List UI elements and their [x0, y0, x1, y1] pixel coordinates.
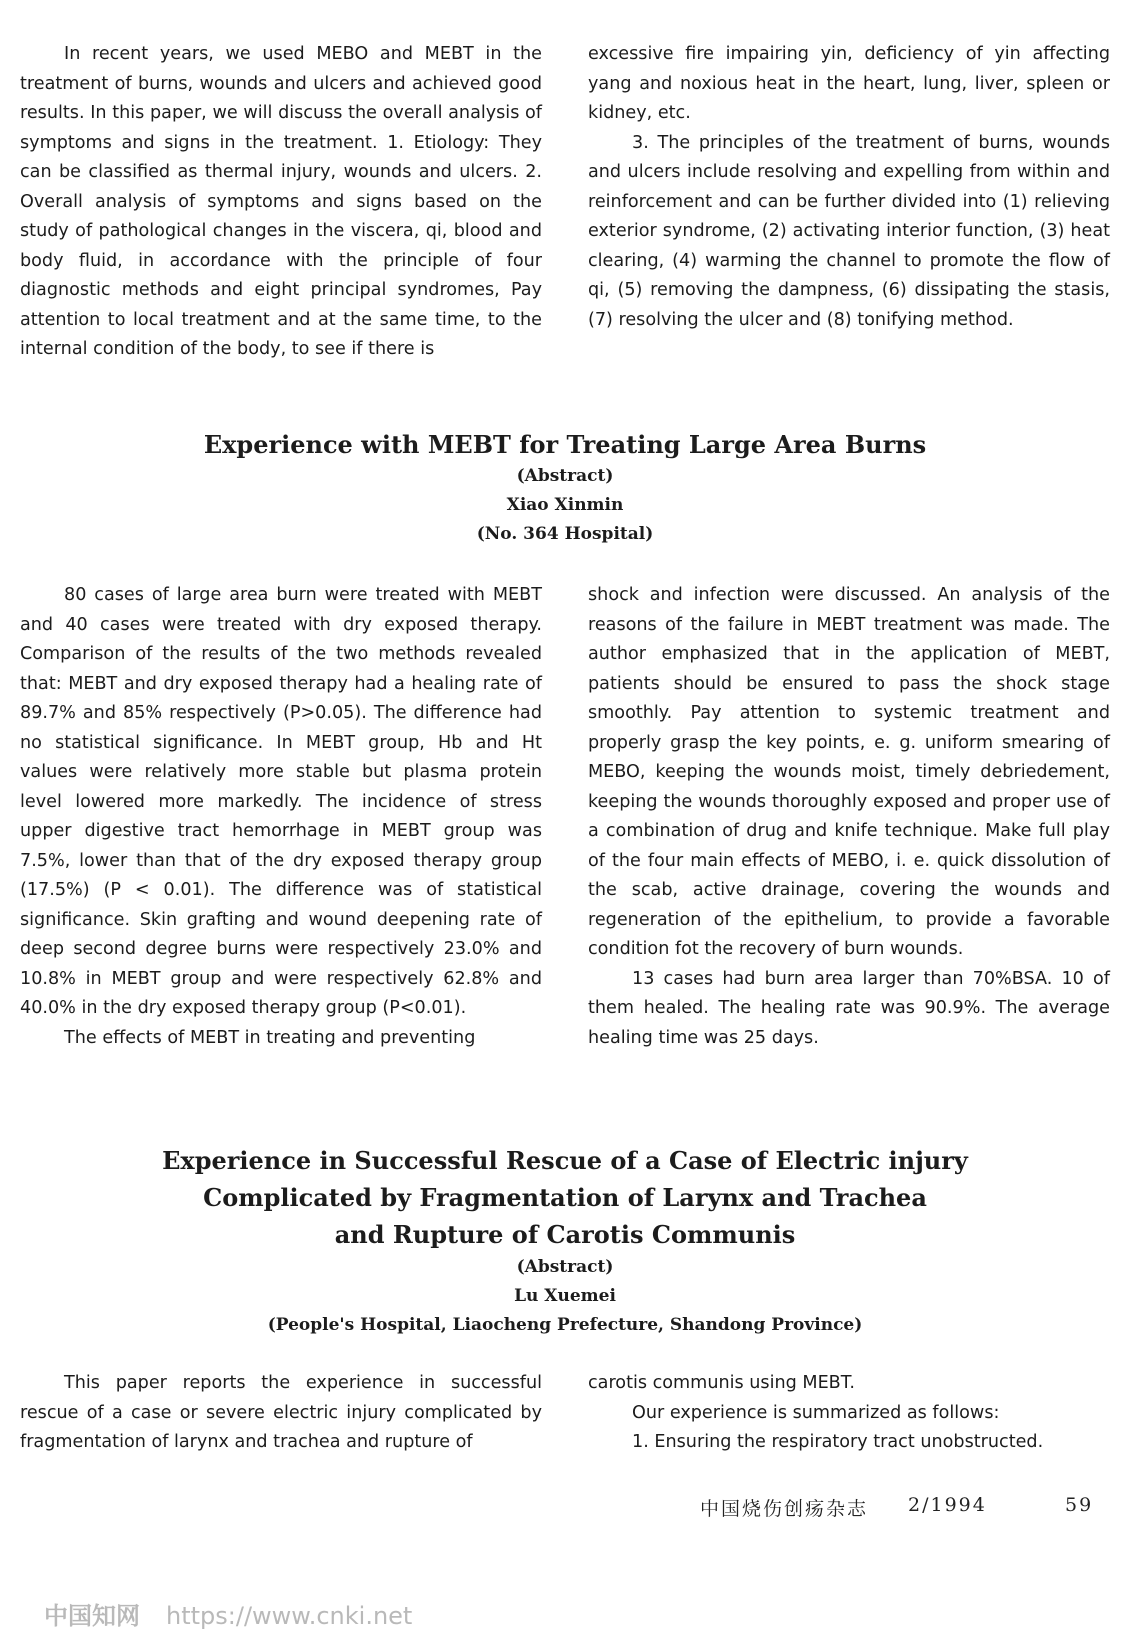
article2-left-column	[20, 1369, 542, 1458]
article2-affiliation: (People's Hospital, Liaocheng Prefecture, Shandong Province)	[267, 1315, 863, 1335]
watermark-brand: 中国知网	[44, 1602, 140, 1630]
article2-paragraph: carotis communis using MEBT.	[588, 1373, 856, 1393]
article1-abstract-label: (Abstract)	[516, 466, 614, 486]
article1-author: Xiao Xinmin	[506, 495, 624, 515]
article1-paragraph: 13 cases had burn area larger than 70%BSA. 10 of them healed. The healing rate was 90.9%. The average healing time was 25 days.	[588, 968, 1110, 1048]
article2-author: Lu Xuemei	[514, 1286, 616, 1306]
cnki-watermark	[44, 1596, 438, 1631]
article1-paragraph: The effects of MEBT in treating and preventing	[64, 1027, 476, 1048]
article1-affiliation: (No. 364 Hospital)	[476, 524, 654, 544]
article2-paragraph: This paper reports the experience in successful rescue of a case or severe electric injury complicated by fragmentation of larynx and trachea and rupture of	[20, 1373, 542, 1452]
intro-paragraph: 3. The principles of the treatment of burns, wounds and ulcers include resolving and expelling from within and reinforcement and can be further divided into (1) relieving exterior syndrome, (2) activating interior function, (3) heat clearing, (4) warming the channel to promote the flow of qi, (5) removing the dampness, (6) dissipating the stasis, (7) resolving the ulcer and (8) tonifying method.	[588, 132, 1110, 330]
watermark-url: https://www.cnki.net	[166, 1602, 413, 1630]
article1-paragraph: shock and infection were discussed. An analysis of the reasons of the failure in MEBT treatment was made. The author emphasized that in the application of MEBT, patients should be ensured to pass the shock stage smoothly. Pay attention to systemic treatment and properly grasp the key points, e. g. uniform smearing of MEBO, keeping the wounds moist, timely debriedement, keeping the wounds thoroughly exposed and proper use of a combination of drug and knife technique. Make full play of the four main effects of MEBO, i. e. quick dissolution of the scab, active drainage, covering the wounds and regeneration of the epithelium, to provide a favorable condition fot the recovery of burn wounds.	[588, 585, 1110, 959]
intro-right-column	[588, 40, 1110, 335]
article2-paragraph: Our experience is summarized as follows:	[632, 1402, 1000, 1423]
intro-paragraph: excessive fire impairing yin, deficiency of yin affecting yang and noxious heat in the heart, lung, liver, spleen or kidney, etc.	[588, 44, 1110, 123]
article2-right-column	[588, 1369, 1110, 1458]
article1-left-column	[20, 581, 542, 1053]
page-number: 59	[1065, 1494, 1094, 1516]
journal-issue: 2/1994	[908, 1494, 987, 1516]
article1-paragraph: 80 cases of large area burn were treated with MEBT and 40 cases were treated with dry exposed therapy. Comparison of the results of the two methods revealed that: MEBT and dry exposed therapy had a healing rate of 89.7% and 85% respectively (P>0.05). The difference had no statistical significance. In MEBT group, Hb and Ht values were relatively more stable but plasma protein level lowered more markedly. The incidence of stress upper digestive tract hemorrhage in MEBT group was 7.5%, lower than that of the dry exposed therapy group (17.5%) (P < 0.01). The difference was of statistical significance. Skin grafting and wound deepening rate of deep second degree burns were respectively 23.0% and 10.8% in MEBT group and were respectively 62.8% and 40.0% in the dry exposed therapy group (P<0.01).	[20, 585, 542, 1018]
article1-right-column	[588, 581, 1110, 1053]
intro-left-column	[20, 40, 542, 365]
intro-paragraph: In recent years, we used MEBO and MEBT in the treatment of burns, wounds and ulcers and achieved good results. In this paper, we will discuss the overall analysis of symptoms and signs in the treatment. 1. Etiology: They can be classified as thermal injury, wounds and ulcers. 2. Overall analysis of symptoms and signs based on the study of pathological changes in the viscera, qi, blood and body fluid, in accordance with the principle of four diagnostic methods and eight principal syndromes, Pay attention to local treatment and at the same time, to the internal condition of the body, to see if there is	[20, 44, 542, 359]
article2-title-line-3: and Rupture of Carotis Communis	[334, 1220, 796, 1249]
article2-title-line-1: Experience in Successful Rescue of a Case of Electric injury	[162, 1146, 968, 1175]
article2-title-line-2: Complicated by Fragmentation of Larynx and Trachea	[203, 1183, 927, 1212]
article1-title: Experience with MEBT for Treating Large Area Burns	[203, 430, 927, 459]
article2-paragraph: 1. Ensuring the respiratory tract unobstructed.	[632, 1432, 1044, 1452]
article2-abstract-label: (Abstract)	[516, 1257, 614, 1277]
journal-name: 中国烧伤创疡杂志	[700, 1498, 869, 1520]
